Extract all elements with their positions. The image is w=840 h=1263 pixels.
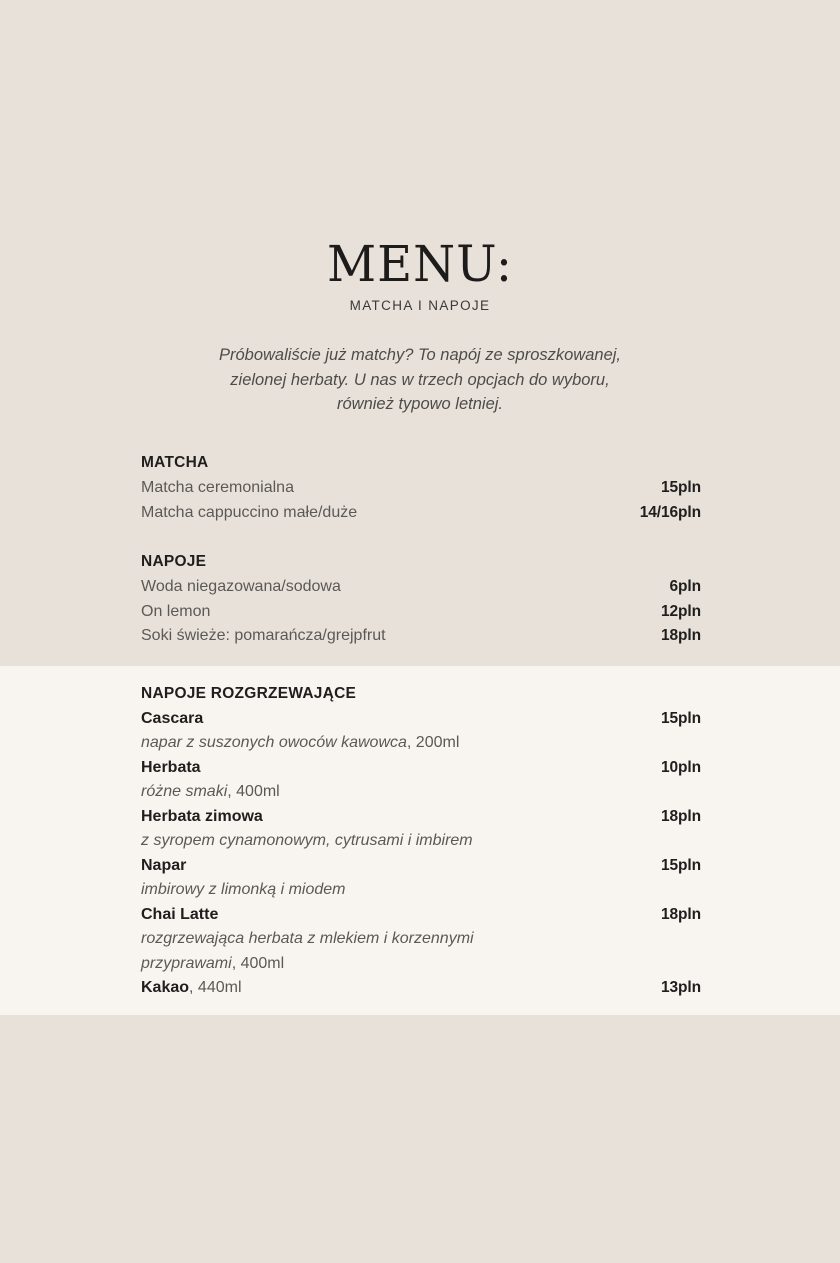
menu-row [141,600,701,625]
menu-item-description [141,829,701,854]
section-heading-napoje: NAPOJE [141,553,207,570]
menu-item-label: Matcha ceremonialna [141,479,294,496]
menu-item-name: Napar [141,856,187,874]
menu-item-description-italic: imbirowy z limonką i miodem [141,881,346,898]
menu-item-price: 15pln [661,709,701,727]
menu-item-price: 18pln [661,905,701,923]
menu-item-label: Matcha cappuccino małe/duże [141,503,358,521]
menu-item-description-italic: rozgrzewająca herbata z mlekiem i korzennymi [141,930,474,947]
menu-item-volume: , 440ml [189,979,242,996]
menu-item-name: Herbata zimowa [141,807,263,825]
menu-item-label: Soki świeże: pomarańcza/grejpfrut [141,627,386,644]
section-heading-napoje-rozgrzewajace: NAPOJE ROZGRZEWAJĄCE [141,684,357,702]
menu-content [141,452,701,1001]
menu-row [141,756,701,781]
menu-item-description [141,780,701,805]
menu-item-chai-latte [141,903,701,977]
menu-item-name: Cascara [141,709,204,727]
menu-item-price: 15pln [661,856,701,874]
menu-item-price: 6pln [669,578,701,595]
section-napoje-rozgrzewajace [141,683,701,1001]
menu-item-price: 18pln [661,807,701,825]
menu-item-price: 13pln [661,979,701,996]
menu-item-label: Woda niegazowana/sodowa [141,578,341,595]
page-title: MENU: [327,235,513,293]
menu-item-description-italic: różne smaki [141,783,228,800]
section-matcha [141,452,701,525]
menu-row [141,854,701,879]
menu-item-description-italic-2: przyprawami [141,954,232,972]
menu-item-name-text: Kakao [141,979,190,996]
menu-item-volume: , 400ml [227,783,280,800]
menu-row [141,624,701,649]
menu-row [141,476,701,501]
menu-item-herbata [141,756,701,805]
menu-item-volume: , 400ml [231,954,285,972]
menu-row [141,903,701,928]
section-napoje [141,551,701,649]
intro-paragraph [150,343,690,417]
menu-row [141,707,701,732]
menu-item-name: Herbata [141,758,201,776]
intro-line-2: zielonej herbaty. U nas w trzech opcjach do wyboru, [230,370,610,389]
menu-item-napar [141,854,701,903]
menu-item-description-italic: z syropem cynamonowym, cytrusami i imbirem [141,832,473,849]
intro-line-1: Próbowaliście już matchy? To napój ze sproszkowanej, [218,346,621,364]
menu-item-price: 18pln [661,627,701,644]
menu-item-price: 10pln [661,758,701,776]
menu-item-volume: , 200ml [406,734,460,751]
section-heading-matcha: MATCHA [141,454,209,471]
menu-item-description-italic: napar z suszonych owoców kawowca [141,734,407,751]
intro-line-3: również typowo letniej. [337,395,503,414]
menu-row [141,805,701,830]
menu-item-description [141,927,701,952]
menu-item-label: On lemon [141,602,211,620]
menu-header [0,235,840,315]
menu-item-price: 14/16pln [639,503,701,521]
menu-row [141,976,701,1001]
menu-item-description [141,731,701,756]
menu-item-cascara [141,707,701,756]
menu-row [141,501,701,526]
menu-item-price: 15pln [661,479,701,496]
menu-row [141,575,701,600]
menu-item-description-continued [141,952,701,977]
menu-item-kakao [141,976,701,1001]
page-subtitle: MATCHA I NAPOJE [349,298,491,313]
menu-item-name [141,976,242,1001]
menu-item-herbata-zimowa [141,805,701,854]
menu-item-price: 12pln [661,602,701,620]
menu-item-name: Chai Latte [141,905,219,923]
menu-item-description [141,878,701,903]
